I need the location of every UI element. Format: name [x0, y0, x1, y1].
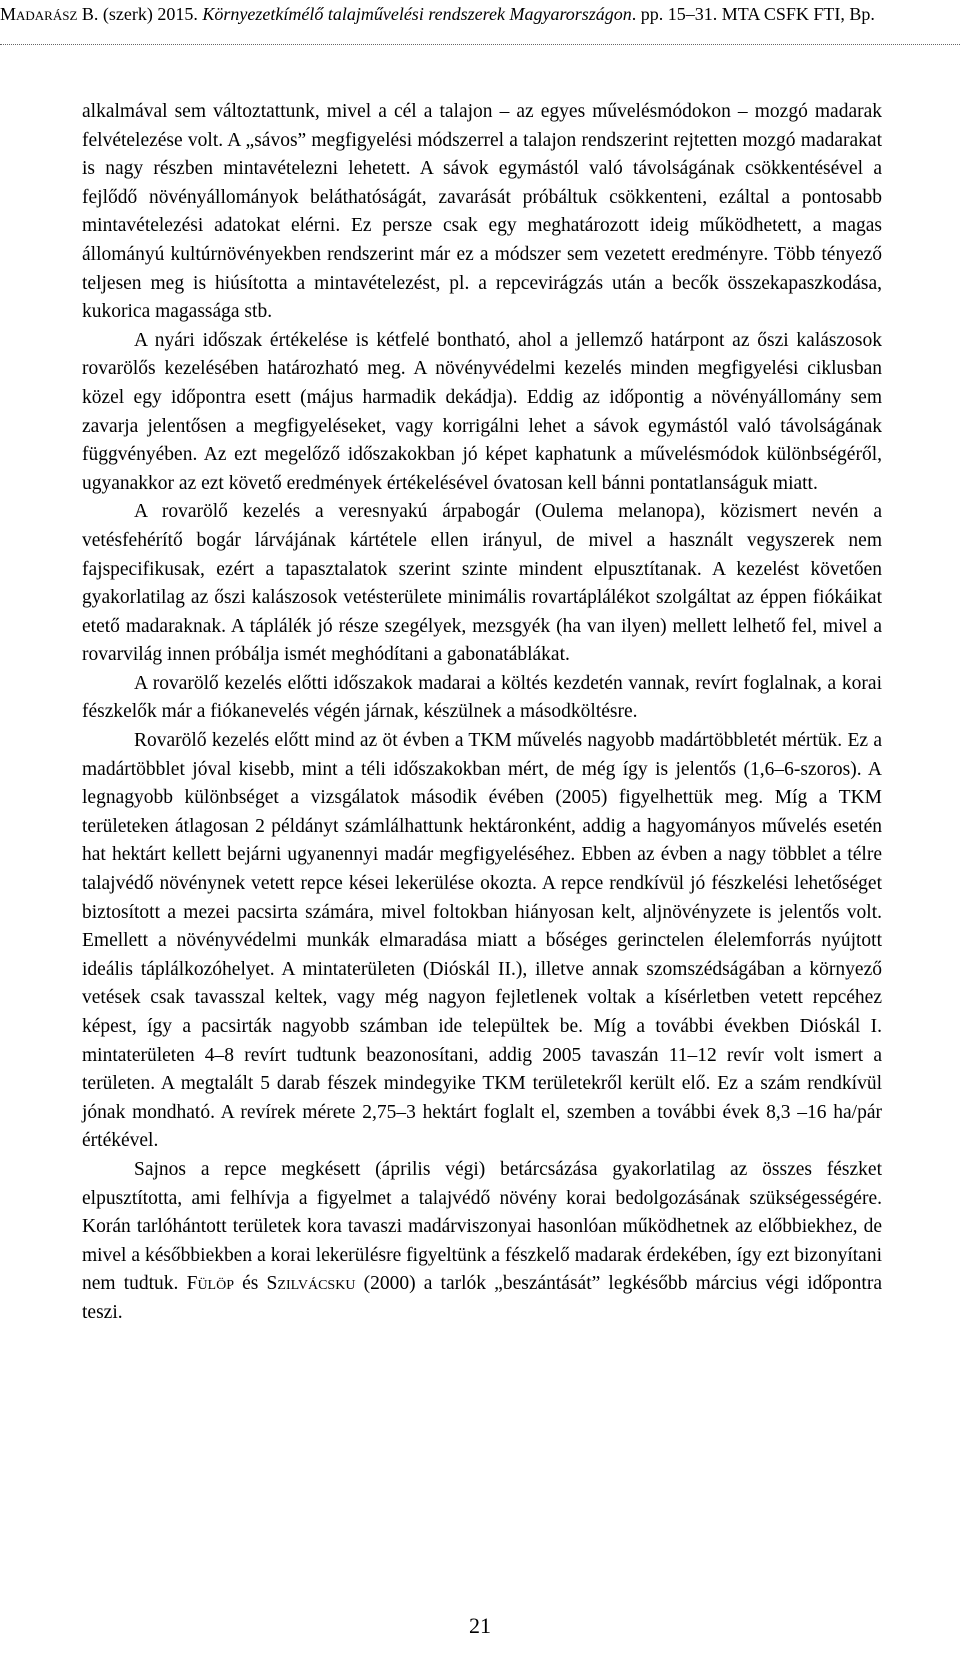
paragraph-6-text-a: Sajnos a repce megkésett (április végi) betárcsázása gyakorlatilag az összes fészket elpusztította, ami felhívja a figyelmet a talajvédő növény korai bedolgozásának szükségességére. Korán tarlóhántott területek kora tavaszi madárviszonyai hasonlóan működhetnek az előbbiekhez, de mivel a későbbiekben a korai lekerülésre figyeltünk a fészkelő madarak érdekében, így ezt bizonyítani nem tudtuk. [82, 1158, 882, 1295]
running-header [0, 0, 960, 32]
citation-author-szilvacsku: Szilvácsku [266, 1273, 356, 1295]
citation-author-fulop: Fülöp [186, 1273, 234, 1295]
header-pages: . pp. 15–31. MTA CSFK FTI, Bp. [631, 4, 875, 24]
paragraph-6-text-b: (2000) a tarlók „beszántását” legkésőbb március végi időpontra teszi. [82, 1273, 882, 1323]
paragraph-1: alkalmával sem változtattunk, mivel a cél a talajon – az egyes művelésmódokon – mozgó madarak felvételezése volt. A „sávos” megfigyelési módszerrel a talajon rendszerint rejtetten mozgó madarakat is nagy részben mintavételezni lehetett. A sávok egymástól való távolságának csökkentésével a fejlődő növényállományok beláthatóságát, zavarását próbáltuk csökkenteni, ezáltal a pontosabb mintavételezési adatokat elérni. Ez persze csak egy meghatározott ideig működhetett, a magas állományú kultúrnövényekben rendszerint már ez a módszer sem vezetett eredményre. Több tényező teljesen meg is hiúsította a mintavételezést, pl. a repcevirágzás után a becők összekapaszkodása, kukorica magassága stb. [82, 101, 882, 323]
paragraph-6-text-and: és [234, 1273, 267, 1295]
body-text [82, 98, 882, 1328]
paragraph-4: A rovarölő kezelés előtti időszakok madarai a költés kezdetén vannak, revírt foglalnak, a korai fészkelők már a fiókanevelés végén járnak, készülnek a másodköltésre. [82, 672, 882, 723]
header-author: Madarász B. [0, 4, 99, 24]
header-divider [0, 44, 960, 45]
page-number: 21 [469, 1613, 491, 1638]
paragraph-6 [82, 1156, 882, 1328]
paragraph-5: Rovarölő kezelés előtt mind az öt évben a TKM művelés nagyobb madártöbbletét mértük. Ez a madártöbblet jóval kisebb, mint a téli időszakokban mért, de még így is jelentős (1,6–6-szoros). A legnagyobb különbséget a vizsgálatok második évében (2005) figyelhettük meg. Míg a TKM területeken átlagosan 2 példányt számlálhattunk hektáronként, addig a hagyományos művelés esetén hat hektárt kellett bejárni ugyanennyi madár megfigyeléséhez. Ebben az évben a nagy többlet a télre talajvédő növénynek vetett repce kései lekerülése okozta. A repce rendkívül jó fészkelési lehetőséget biztosított a mezei pacsirta számára, mivel foltokban hiányosan kelt, aljnövényzete is jelentős volt. Emellett a növényvédelmi munkák elmaradása miatt a bőséges gerinctelen élelemforrás nyújtott ideális táplálkozóhelyet. A mintaterületen (Dióskál II.), illetve annak szomszédságában a környező vetések csak tavasszal keltek, vagy még nagyon fejletlenek voltak a kísérletben vetett repcéhez képest, így a pacsirták nagyobb számban ide települtek be. Míg a további években Dióskál I. mintaterületen 4–8 revírt tudtunk beazonosítani, addig 2005 tavaszán 11–12 revír volt ismert a területen. A megtalált 5 darab fészek mindegyike TKM területekről került elő. Ez a szám rendkívül jónak mondható. A revírek mérete 2,75–3 hektárt foglalt el, szemben a további évek 8,3 –16 ha/pár értékével. [82, 730, 882, 1152]
header-book-title: Környezetkímélő talajművelési rendszerek Magyarországon [202, 4, 632, 24]
paragraph-3: A rovarölő kezelés a veresnyakú árpabogár (Oulema melanopa), közismert nevén a vetésfehérítő bogár lárvájának kártétele ellen irányul, de mivel a használt vegyszerek nem fajspecifikusak, ezért a tapasztalatok szerint szinte mindent elpusztítanak. A kezelést követően gyakorlatilag az őszi kalászosok vetésterülete minimális rovartáplálékot szolgáltat az éppen fiókáikat etető madaraknak. A táplálék jó része szegélyek, mezsgyék (ha van ilyen) mellett lelhető fel, mivel a rovarvilág innen próbálja ismét meghódítani a gabonatáblákat. [82, 501, 882, 666]
paragraph-2: A nyári időszak értékelése is kétfelé bontható, ahol a jellemző határpont az őszi kalászosok rovarölős kezelésében határozható meg. A növényvédelmi kezelés minden megfigyelési ciklusban közel egy időpontra esett (május harmadik dekádja). Eddig az időpontig a növényállomány sem zavarja jelentősen a megfigyeléseket, vagy korrigálni lehet a sávok egymástól való távolságának függvényében. Az ezt megelőző időszakokban jó képet kaphatunk a művelésmódok különbségéről, ugyanakkor az ezt követő eredmények értékelésével óvatosan kell bánni pontatlanságuk miatt. [82, 329, 882, 494]
header-editor-note: (szerk) 2015. [98, 4, 203, 24]
